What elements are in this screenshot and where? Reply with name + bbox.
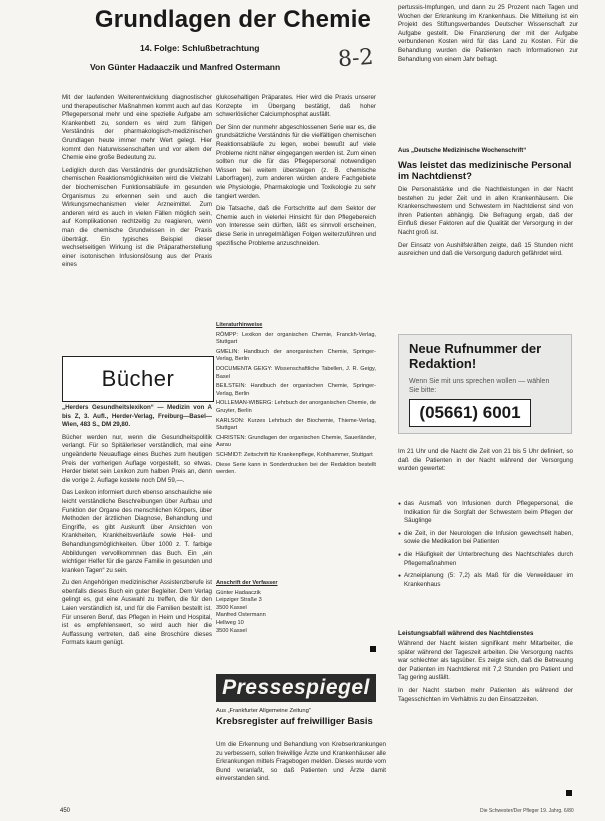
journal-footer: Die Schwester/Der Pfleger 19. Jahrg. 6/80 <box>480 808 574 814</box>
list-item: ● die Zeit, in der Neurologen die Infusion gewechselt haben, sowie die Medikation bei Patienten <box>398 530 573 547</box>
article-paragraph: Lediglich durch das Verständnis der grundsätzlichen chemischen Reaktionsmöglichkeiten wird die Vielzahl der biochemischen Funktionsabläufe im gesunden Organismus zu erkennen sein und auch die Wirkungsmechanismen vieler Arzneimittel. Zum anderen wird es auch in vielen Fällen möglich sein, auf Komplikationen rechtzeitig zu reagieren, wenn man die chemische Grundwissen in der Praxis überträgt. Ein typisches Beispiel dieser wechselseitigen Wirkung ist die Präparatherstellung einer isotonischen Infusionslösung aus der Praxis eines <box>62 166 212 269</box>
article-paragraph: Mit der laufenden Weiterentwicklung diagnostischer und therapeutischer Maßnahmen kommt auch auf das Pflegepersonal mehr und eine spezielle Aufgabe am Krankenbett zu, sondern es wird zum fähigen Verständnis der pharmakologisch-medizinischen Grundlagen heute immer mehr Wert gelegt. Hier kommt den Naturwissenschaften und vor allem der Chemie eine große Bedeutung zu. <box>62 94 212 162</box>
article-column-1 <box>62 94 212 274</box>
address-line: Leipziger Straße 3 <box>216 597 262 604</box>
right-paragraph: Der Einsatz von Aushilfskräften zeigte, daß 15 Stunden nicht ausreichen und daß die Versorgung dadurch gefährdet wird. <box>398 241 573 258</box>
literature-list <box>216 322 376 479</box>
literature-heading: Literaturhinweise <box>216 322 263 328</box>
article-paragraph: glukosehaltigen Präparates. Hier wird die Praxis unserer Konzepte im Übergang bestätigt, daß hoher schwerlöslicher Calciumphosphat ausfällt. <box>216 94 376 119</box>
right-headline: Was leistet das medizinische Personal im Nachtdienst? <box>398 160 572 182</box>
article-paragraph: Der Sinn der nunmehr abgeschlossenen Serie war es, die grundsätzliche Verständnis für die vielfältigen chemischen Reaktionsabläufe zu legen, wobei bewußt auf viele Probleme nicht näher eingegangen werden ist. Zum einen sollten nur die für das Pflegepersonal notwendigen Wissen bei weitem übersteigen (z. B. chemische Laborfragen), zum anderen würden andere Fachgebiete wie Physiologie, Pharmakologie und Toxikologie zu sehr tangiert werden. <box>216 123 376 200</box>
right-paragraph: Im 21 Uhr und die Nacht die Zeit von 21 bis 5 Uhr definiert, so daß die Patienten in der Nacht während der Versorgung wurden gewertet: <box>398 448 573 473</box>
literature-entry: GMELIN: Handbuch der anorganischen Chemie, Springer-Verlag, Berlin <box>216 348 376 363</box>
book-review-paragraph: Bücher werden nur, wenn die Gesundheitspolitik verlangt. Für so Spitälerleser verständlich, mal eine ungeänderte Neuauflage eines Buches zum heutigen Preis der vorherigen Auflage vorgestellt, so etwas, Herder bietet sein Lexikon zum halben Preis an, denn die vorige 2. Auflage kostete noch DM 59,—. <box>62 433 212 484</box>
article-subtitle: 14. Folge: Schlußbetrachtung <box>140 43 260 53</box>
literature-entry: KARLSON: Kurzes Lehrbuch der Biochemie, Thieme-Verlag, Stuttgart <box>216 417 376 432</box>
editorial-phone-box <box>398 334 572 434</box>
right-column-mid <box>398 448 573 478</box>
editorial-phone-text: Wenn Sie mit uns sprechen wollen — wählen Sie bitte: <box>409 378 550 394</box>
book-review-paragraph: Das Lexikon informiert durch ebenso anschauliche wie leicht verständliche Beschreibungen über Aufbau und Funktion der Organe des menschlichen Körpers, über Methoden der ärztlichen Diagnose, Behandlung und Eingriffe, es gibt Auskunft über Ansichten von Krankheiten, Krankheitsverläufe sowie Heil- und Behandlungsmöglichkeiten. Über 1000 z. T. farbige Abbildungen vervollkommnen das Buch. Ein „ein wichtiger Helfer für die ganze Familie in gesunden und kranken Tagen“ zu sein. <box>62 489 212 574</box>
list-item: ● die Häufigkeit der Unterbrechung des Nachtschlafes durch Pflegemaßnahmen <box>398 551 573 568</box>
literature-entry: CHRISTEN: Grundlagen der organischen Chemie, Sauerländer, Aarau <box>216 434 376 449</box>
article-paragraph: Die Tatsache, daß die Fortschritte auf dem Sektor der Chemie auch in vielerlei Hinsicht für den Pflegebereich von Interesse sein dürften, läßt es sinnvoll erscheinen, diese Serie in unregelmäßigen Folgen weiterzuführen und spezifische Probleme anzuschneiden. <box>216 205 376 247</box>
books-section-header: Bücher <box>62 356 214 402</box>
address-line: Hellweg 10 <box>216 619 244 626</box>
literature-entry: DOCUMENTA GEIGY: Wissenschaftliche Tabellen, J. R. Geigy, Basel <box>216 365 376 380</box>
right-paragraph: In der Nacht starben mehr Patienten als während der Tagesschichten im Verhältnis zu den Einsatzzeiten. <box>398 686 573 703</box>
editorial-phone-number: (05661) 6001 <box>409 399 531 427</box>
address-heading: Anschrift der Verfasser <box>216 580 278 586</box>
author-address <box>216 580 336 635</box>
editorial-phone-title: Neue Rufnummer der Redaktion! <box>409 341 542 371</box>
right-paragraph: Während der Nacht leisten signifikant mehr Mitarbeiter, die später während der Tageszeit arbeiten. Die Versorgung nachts war schlechter als tagsüber. Es zeigte sich, daß die Betreuung der Patienten im Nachtdienst mit 7,2 Stunden pro Patient und Tag gering ausfällt. <box>398 640 573 682</box>
end-of-article-mark <box>566 790 572 796</box>
right-column-body <box>398 186 573 263</box>
address-line: 3500 Kassel <box>216 627 247 634</box>
right-paragraph: pertussis-Impfungen, und dann zu 25 Prozent nach Tagen und Wochen der Erkrankung im Krankenhaus. Die Mitteilung ist ein Projekt des Stiftungsverbandes Deutscher Wissenschaft zur Aufgabe gestellt. Die Finanzierung der mit der Aufgabe verbundenen Kosten wird für das Land zu Kosten. Für die Behandlung wurden die Patienten nach Informationen zur Behandlung von einem Jahr befragt. <box>398 4 578 63</box>
press-headline: Krebsregister auf freiwilliger Basis <box>216 716 373 727</box>
right-column-top <box>398 4 578 68</box>
address-line: Günter Hadaaczik <box>216 589 261 596</box>
criteria-list <box>398 500 573 593</box>
books-review <box>62 404 212 652</box>
press-paragraph: Um die Erkennung und Behandlung von Krebserkrankungen zu verbessern, sollen freiwillige Ärzte und Krankenhäuser alle Erkrankungen mittels Fragebogen melden. Dieses wurde vom Bund veranlaßt, so daß Patienten und Ärzte damit einverstanden sind. <box>216 741 386 783</box>
end-of-article-mark <box>370 646 376 652</box>
literature-entry: SCHMIDT: Zeitschrift für Krankenpflege, Kohlhammer, Stuttgart <box>216 451 373 458</box>
literature-entry: RÖMPP: Lexikon der organischen Chemie, Franckh-Verlag, Stuttgart <box>216 331 376 346</box>
handwritten-note: 8-2 <box>337 44 375 73</box>
right-paragraph: Die Personalstärke und die Nachtleistungen in der Nacht bestehen zu jeder Zeit und in allen Krankenhäusern. Die Krankenschwestern und Schwestern im Nachtdienst sind von ihren Patienten abhängig. Die Befragung ergab, daß der Einfluß dieser Faktoren auf die Qualität der Versorgung in der Nacht groß ist. <box>398 186 573 236</box>
right-subheading: Leistungsabfall während des Nachtdienstes <box>398 630 534 637</box>
page-number: 450 <box>60 808 71 814</box>
article-column-2 <box>216 94 376 252</box>
literature-entry: BEILSTEIN: Handbuch der organischen Chemie, Springer-Verlag, Berlin <box>216 383 376 397</box>
book-title: „Herders Gesundheitslexikon“ — Medizin von A bis Z, 3. Aufl., Herder-Verlag, Freiburg—Basel—Wien, 483 S., DM 29,80. <box>62 404 212 429</box>
press-review-header: Pressespiegel <box>216 674 376 702</box>
list-item: ● Arzneiplanung (5: 7,2) als Maß für die Verweildauer im Krankenhaus <box>398 572 573 589</box>
address-line: Manfred Ostermann <box>216 612 266 619</box>
right-column-bottom <box>398 640 573 708</box>
right-source: Aus „Deutsche Medizinische Wochenschrift“ <box>398 148 527 154</box>
press-column <box>216 741 386 788</box>
article-title: Grundlagen der Chemie <box>94 6 372 33</box>
literature-note: Diese Serie kann in Sonderdrucken bei der Redaktion bestellt werden. <box>216 461 376 476</box>
literature-entry: HOLLEMAN-WIBERG: Lehrbuch der anorganischen Chemie, de Gruyter, Berlin <box>216 400 376 414</box>
book-review-paragraph: Zu den Angehörigen medizinischer Assistenzberufe ist ebenfalls dieses Buch ein guter Begleiter. Dem Verlag gelingt es, gut eine Auswahl zu treffen, die für den Laien verständlich ist, und für die Familien bestellt ist. Für unseren Beruf, das Pflegen in Heim und Hospital, ist es empfehlenswert, so wird auch hier die Auffassung vertreten, daß eine Broschüre dieses Formats kaum genügt. <box>62 579 212 647</box>
list-item: ● das Ausmaß von Infusionen durch Pflegepersonal, die Indikation für die Sorgfalt der Schwestern beim Pflegen der Säuglinge <box>398 500 573 526</box>
press-source: Aus „Frankfurter Allgemeine Zeitung“ <box>216 708 311 714</box>
article-authors: Von Günter Hadaaczik und Manfred Ostermann <box>90 62 281 72</box>
address-line: 3500 Kassel <box>216 604 247 611</box>
